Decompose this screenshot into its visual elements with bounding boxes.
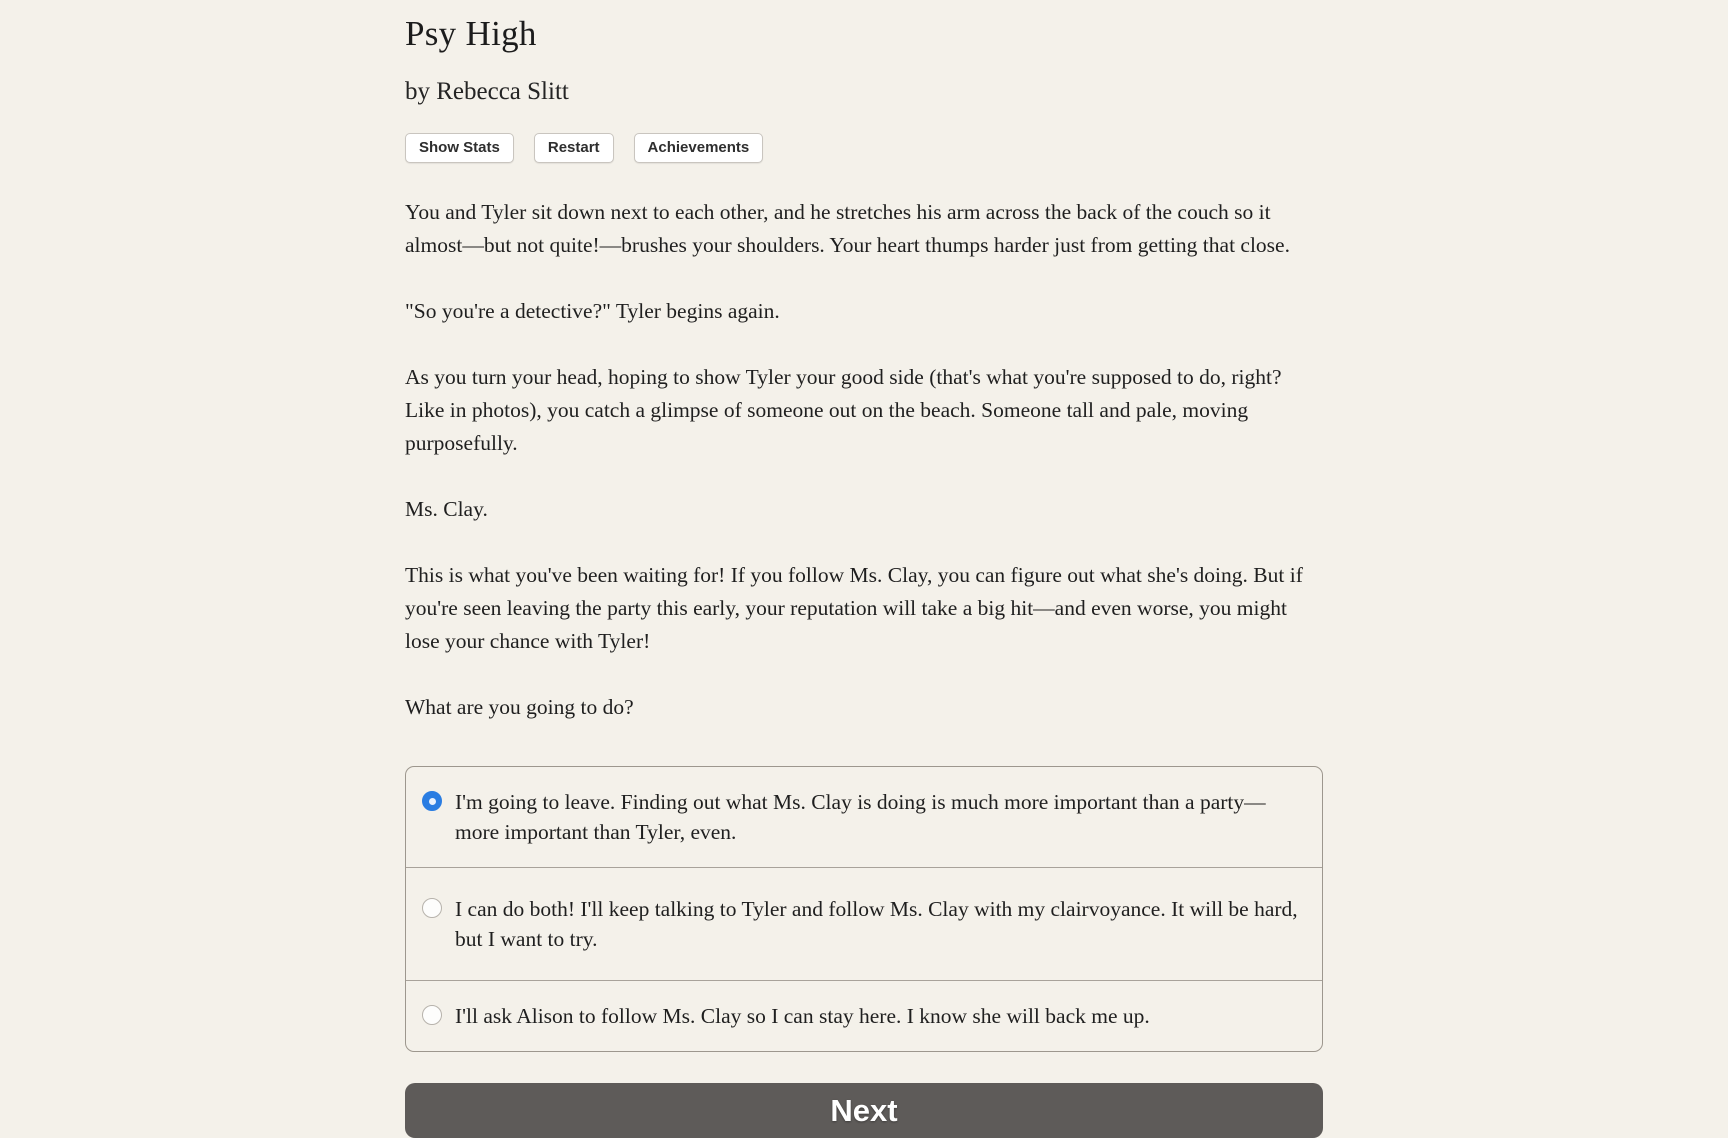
toolbar: [405, 133, 1323, 163]
choice-label: I'm going to leave. Finding out what Ms. Clay is doing is much more important than a party—more important than Tyler, even.: [455, 790, 1266, 844]
choice-option-2[interactable]: [406, 867, 1322, 980]
radio-selected-icon[interactable]: [422, 791, 442, 811]
choice-group: [405, 766, 1323, 1052]
story-paragraph: Ms. Clay.: [405, 497, 488, 521]
radio-icon[interactable]: [422, 1005, 442, 1025]
story-prompt: What are you going to do?: [405, 695, 634, 719]
choice-option-1[interactable]: [406, 767, 1322, 867]
game-author: by Rebecca Slitt: [405, 78, 569, 105]
choice-label: I'll ask Alison to follow Ms. Clay so I can stay here. I know she will back me up.: [455, 1004, 1150, 1028]
story-paragraph: You and Tyler sit down next to each other, and he stretches his arm across the back of the couch so it almost—but not quite!—brushes your shoulders. Your heart thumps harder just from getting that close.: [405, 200, 1290, 257]
story-paragraph: As you turn your head, hoping to show Tyler your good side (that's what you're supposed to do, right? Like in photos), you catch a glimpse of someone out on the beach. Someone tall and pale, moving purposefully.: [405, 365, 1282, 455]
achievements-button[interactable]: Achievements: [634, 133, 764, 163]
story-paragraph: This is what you've been waiting for! If you follow Ms. Clay, you can figure out what she's doing. But if you're seen leaving the party this early, your reputation will take a big hit—and even worse, you might lose your chance with Tyler!: [405, 563, 1303, 653]
story-text: [405, 196, 1323, 724]
next-button[interactable]: Next: [405, 1083, 1323, 1138]
choice-option-3[interactable]: [406, 980, 1322, 1051]
radio-icon[interactable]: [422, 898, 442, 918]
game-page: [405, 0, 1323, 1138]
show-stats-button[interactable]: Show Stats: [405, 133, 514, 163]
restart-button[interactable]: Restart: [534, 133, 614, 163]
choice-label: I can do both! I'll keep talking to Tyler and follow Ms. Clay with my clairvoyance. It will be hard, but I want to try.: [455, 897, 1298, 951]
game-title: Psy High: [405, 14, 537, 53]
story-paragraph: "So you're a detective?" Tyler begins again.: [405, 299, 780, 323]
